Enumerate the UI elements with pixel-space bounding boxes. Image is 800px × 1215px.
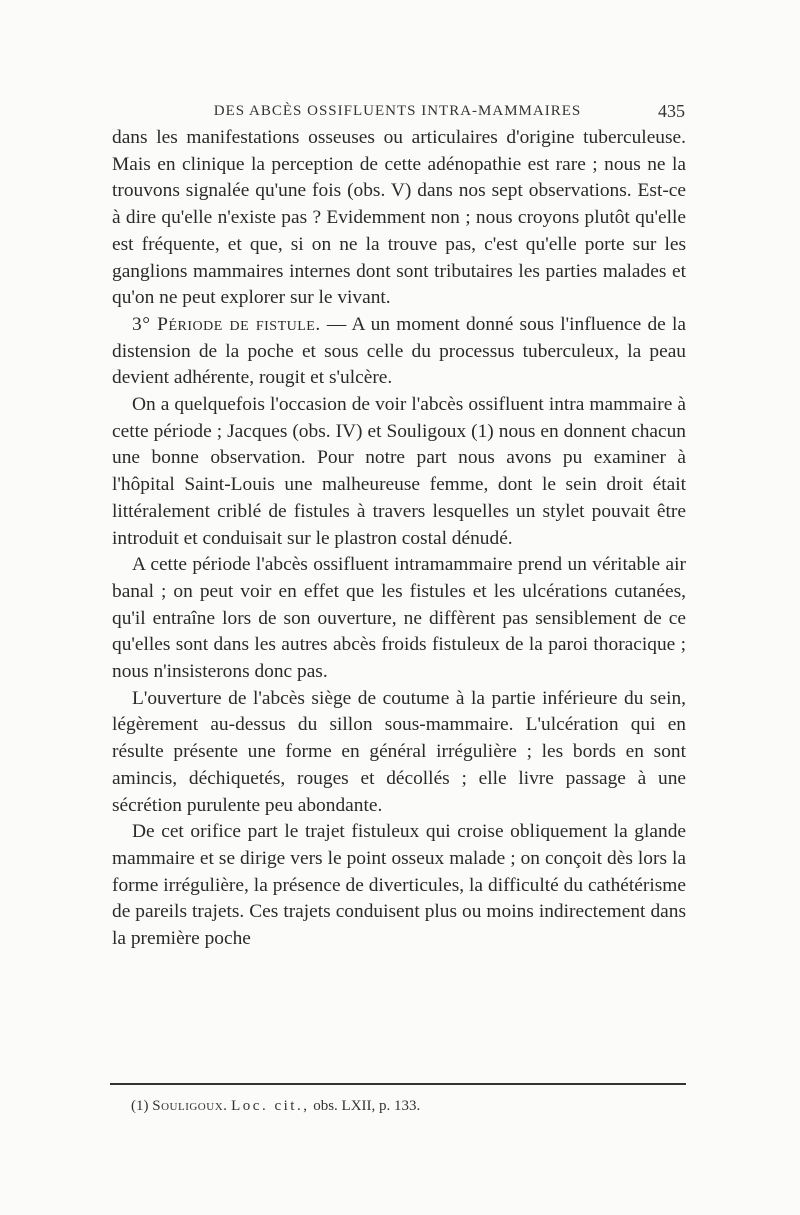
paragraph-1: dans les manifestations osseuses ou articulaires d'origine tuberculeuse. Mais en clinique la perception de cette adénopathie est rare ; nous ne la trouvons signalée qu'une fois (obs. V) dans nos sept observations. Est-ce à dire qu'elle n'existe pas ? Evidemment non ; nous croyons plutôt qu'elle est fréquente, et que, si on ne la trouve pas, c'est qu'elle porte sur les ganglions mammaires internes dont sont tributaires les parties malades et qu'on ne peut explorer sur le vivant. xyxy=(112,127,686,309)
footnote xyxy=(131,1098,686,1115)
page-header xyxy=(110,101,685,125)
paragraph-6: De cet orifice part le trajet fistuleux qui croise obliquement la glande mammaire et se dirige vers le point osseux malade ; on conçoit dès lors la forme irrégulière, la présence de diverticules, la difficulté du cathétérisme de pareils trajets. Ces trajets conduisent plus ou moins indirectement dans la première poche xyxy=(112,821,686,950)
footnote-rest: obs. LXII, p. 133. xyxy=(313,1098,421,1114)
footnote-author: Souligoux. xyxy=(152,1098,228,1114)
footnote-marker: (1) xyxy=(131,1098,149,1114)
paragraph-5: L'ouverture de l'abcès siège de coutume à la partie inférieure du sein, légèrement au-dessus du sillon sous-mammaire. L'ulcération qui en résulte présente une forme en général irrégulière ; les bords en sont amincis, déchiquetés, rouges et décollés ; elle livre passage à une sécrétion purulente peu abondante. xyxy=(112,687,686,816)
paragraph-3: On a quelquefois l'occasion de voir l'abcès ossifluent intra mammaire à cette période ; Jacques (obs. IV) et Souligoux (1) nous en donnent chacun une bonne observation. Pour notre part nous avons pu examiner à l'hôpital Saint-Louis une malheureuse femme, dont le sein droit était littéralement criblé de fistules à travers lesquelles un stylet pouvait être introduit et conduisait sur le plastron costal dénudé. xyxy=(112,394,686,549)
page-number: 435 xyxy=(658,101,685,121)
paragraph-2 xyxy=(112,312,686,392)
footnote-ref: Loc. cit., xyxy=(231,1098,310,1114)
footnote-rule xyxy=(110,1083,686,1085)
section-heading: 3° Période de fistule. xyxy=(132,313,321,335)
running-title: DES ABCÈS OSSIFLUENTS INTRA-MAMMAIRES xyxy=(213,103,582,119)
paragraph-4: A cette période l'abcès ossifluent intramammaire prend un véritable air banal ; on peut voir en effet que les fistules et les ulcérations cutanées, qu'il entraîne lors de son ouverture, ne diffèrent pas sensiblement de ce qu'elles sont dans les autres abcès froids fistuleux de la paroi thoracique ; nous n'insisterons donc pas. xyxy=(112,554,686,683)
paragraph-2-text: — A un moment donné sous l'influence de la distension de la poche et sous celle du processus tuberculeux, la peau devient adhérente, rougit et s'ulcère. xyxy=(112,313,686,389)
body-text xyxy=(112,125,686,953)
